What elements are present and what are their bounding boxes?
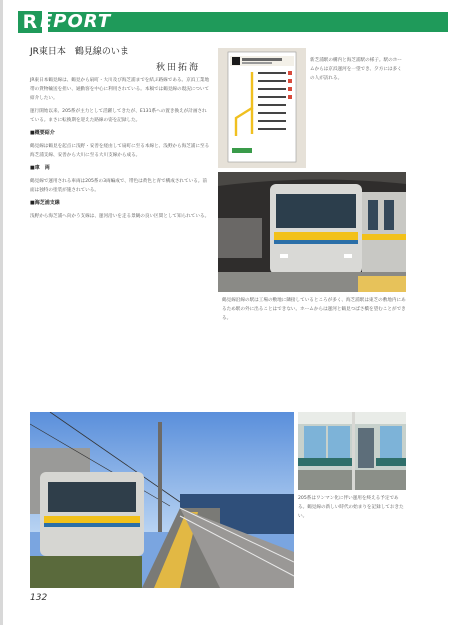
header-initial: R [18, 11, 42, 33]
middle-paragraph: 鶴見線沿線の駅は工場の敷地に隣接しているところが多く、海芝浦駅は東芝の敷地内にあるため駅の外に出ることはできない。ホームからは運河と鶴見つばさ橋を望むことができる。 [222, 298, 406, 321]
header-word: EPORT [40, 11, 112, 32]
page-number: 132 [30, 593, 48, 603]
section-heading: ■概要紹介 [30, 130, 55, 136]
article-column-right-top [310, 56, 406, 87]
train-station-photo [218, 172, 406, 292]
page-edge [0, 0, 3, 625]
report-header [8, 12, 448, 32]
section-body: 鶴見線は鶴見を起点に浅野・安善を経由して扇町に至る本線と、浅野から海芝浦に至る海芝浦支線、安善から大川に至る大川支線から成る。 [30, 144, 210, 158]
intro-paragraph: JR東日本鶴見線は、鶴見から扇町・大川及び海芝浦までを結ぶ路線である。京浜工業地帯の貨物輸送を担い、通勤客を中心に利用されている。本稿では鶴見線の現況について紹介したい。 [30, 78, 210, 101]
side-paragraph: 新芝浦駅の構内と海芝浦駅の様子。駅のホームからは京浜運河を一望でき、夕方には多くの人が訪れる。 [310, 58, 402, 81]
section-body: 浅野から海芝浦へ向かう支線は、運河沿いを走る景観の良い区間として知られている。 [30, 214, 210, 219]
section-heading: ■海芝浦支線 [30, 200, 60, 206]
intro-paragraph-2: 運行開始以来、205系が主力として活躍してきたが、E131系への置き換えが計画されている。まさに転換期を迎えた路線の姿を記録した。 [30, 109, 207, 123]
station-sign-photo [218, 48, 306, 168]
section-body: 鶴見線で運用される車両は205系の3両編成で、帯色は黄色と青で構成されている。前面は独特の塗装が施されている。 [30, 179, 207, 193]
bottom-paragraph: 205系はワンマン化に伴い運用を終える予定である。鶴見線の新しい時代の始まりを記録しておきたい。 [298, 496, 404, 519]
article-title: JR東日本 鶴見線のいま [30, 47, 129, 57]
train-interior-photo [298, 412, 406, 490]
article-column-left [30, 76, 210, 225]
article-column-middle [222, 296, 406, 323]
article-column-bottom-right [298, 494, 406, 521]
seaside-platform-photo [30, 412, 294, 588]
section-heading: ■車 両 [30, 165, 50, 171]
article-author: 秋田拓海 [156, 63, 201, 73]
